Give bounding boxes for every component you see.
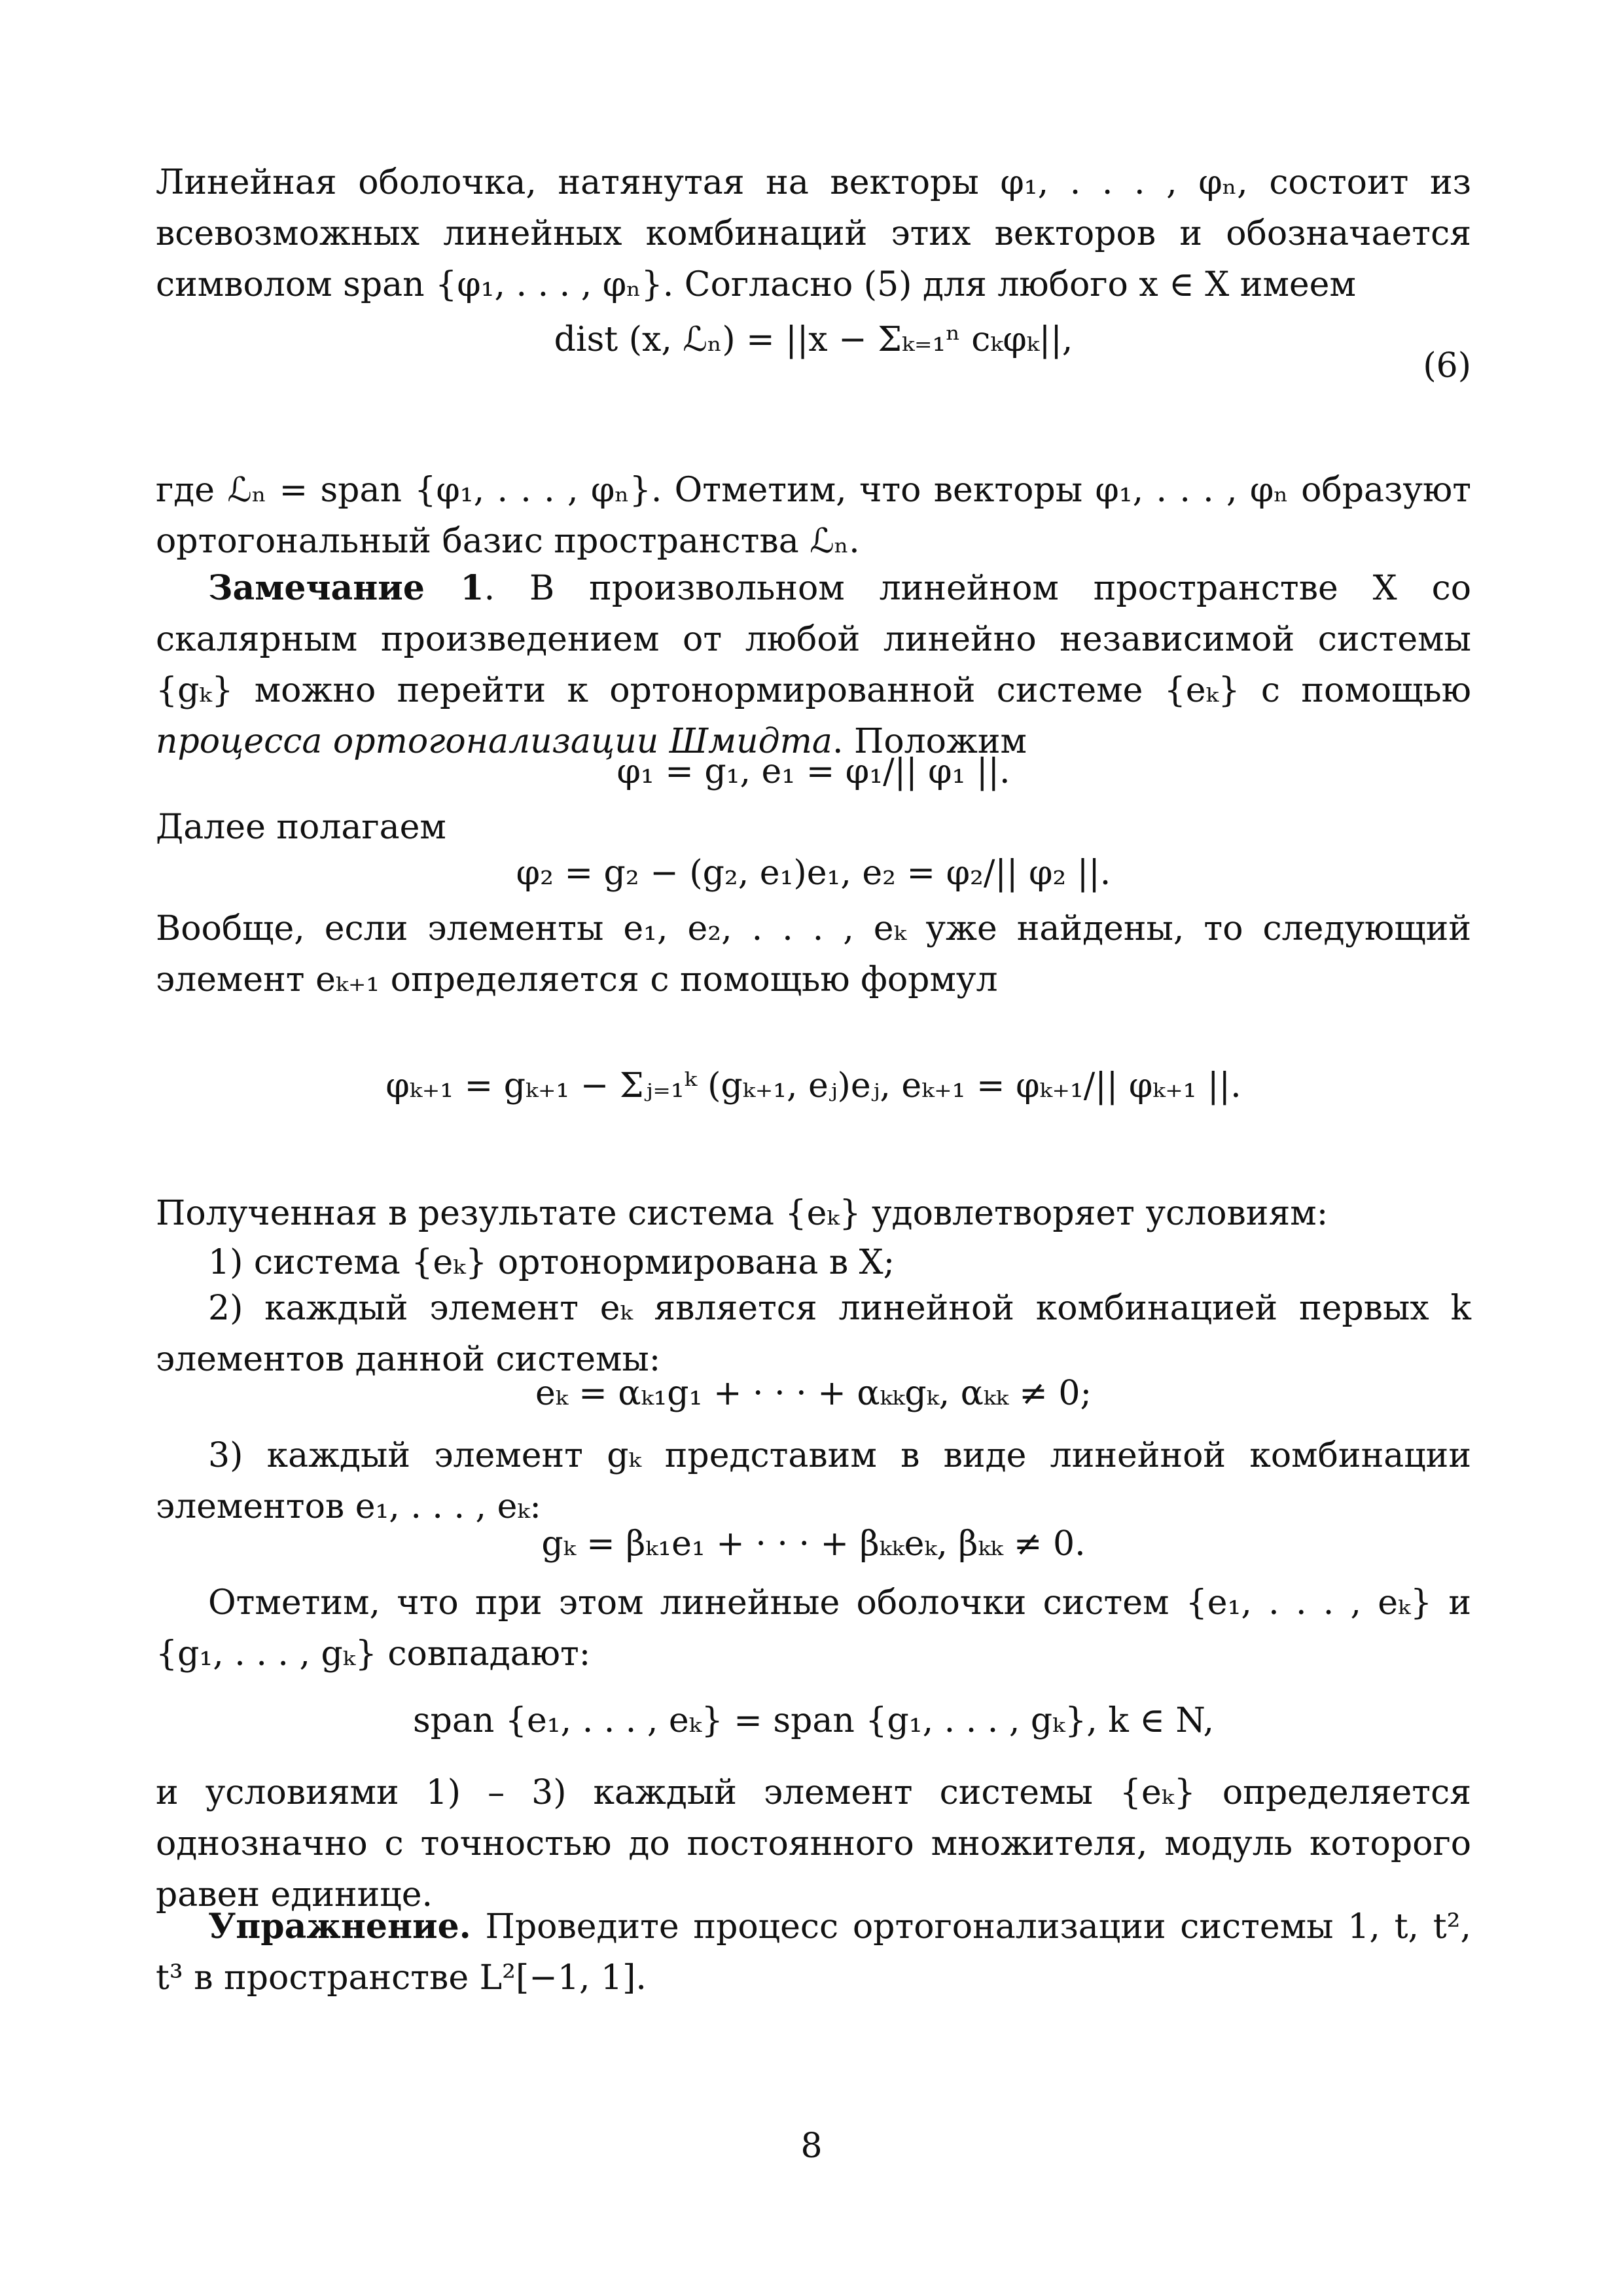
equation-ek: eₖ = αₖ₁g₁ + · · · + αₖₖgₖ, αₖₖ ≠ 0;: [535, 1374, 1092, 1413]
paragraph-next: Далее полагаем: [156, 808, 446, 847]
equation-span: span {e₁, . . . , eₖ} = span {g₁, . . . , gₖ}, k ∈ N,: [412, 1701, 1215, 1740]
equation-6-label: (6): [1423, 346, 1471, 386]
exercise-body: Проведите процесс ортогонализации системы 1, t, t², t³ в пространстве L²[−1, 1].: [156, 1907, 1471, 1998]
remark-tail: . Положим: [832, 722, 1027, 761]
equation-6: dist (x, ℒₙ) = ||x − Σₖ₌₁ⁿ cₖφₖ||,: [554, 320, 1073, 359]
remark-body: . В произвольном линейном пространстве X со скалярным произведением от любой линейно независимой системы {gₖ} можно перейти к ортонормированной системе {eₖ} с помощью: [156, 569, 1472, 710]
paragraph-general: Вообще, если элементы e₁, e₂, . . . , eₖ уже найдены, то следующий элемент eₖ₊₁ определяется с помощью формул: [156, 909, 1471, 999]
condition-2: 2) каждый элемент eₖ является линейной комбинацией первых k элементов данной системы:: [156, 1289, 1471, 1379]
paragraph-conditions: Полученная в результате система {eₖ} удовлетворяет условиям:: [156, 1194, 1329, 1233]
remark-title: Замечание 1: [208, 568, 484, 608]
page-number: 8: [800, 2126, 823, 2166]
condition-1: 1) система {eₖ} ортонормирована в X;: [208, 1243, 895, 1282]
equation-phi-2: φ₂ = g₂ − (g₂, e₁)e₁, e₂ = φ₂/|| φ₂ ||.: [516, 853, 1111, 893]
equation-gk: gₖ = βₖ₁e₁ + · · · + βₖₖeₖ, βₖₖ ≠ 0.: [541, 1524, 1086, 1564]
paragraph-orthogonal-basis: где ℒₙ = span {φ₁, . . . , φₙ}. Отметим, что векторы φ₁, . . . , φₙ образуют ортогональный базис пространства ℒₙ.: [156, 471, 1471, 561]
equation-phi-1: φ₁ = g₁, e₁ = φ₁/|| φ₁ ||.: [616, 752, 1010, 791]
paragraph-linear-span: Линейная оболочка, натянутая на векторы φ₁, . . . , φₙ, состоит из всевозможных линейных комбинаций этих векторов и обозначается символом span {φ₁, . . . , φₙ}. Согласно (5) для любого x ∈ X имеем: [156, 163, 1471, 304]
paragraph-remark-1: [156, 563, 1471, 767]
remark-emphasis: процесса ортогонализации Шмидта: [156, 722, 832, 761]
paragraph-uniqueness: и условиями 1) – 3) каждый элемент системы {eₖ} определяется однозначно с точностью до постоянного множителя, модуль которого равен единице.: [156, 1773, 1471, 1914]
exercise-title: Упражнение.: [208, 1907, 471, 1946]
paragraph-exercise: [156, 1901, 1471, 2003]
paragraph-spans-coincide: Отметим, что при этом линейные оболочки систем {e₁, . . . , eₖ} и {g₁, . . . , gₖ} совпадают:: [156, 1583, 1471, 1674]
condition-3: 3) каждый элемент gₖ представим в виде линейной комбинации элементов e₁, . . . , eₖ:: [156, 1436, 1471, 1526]
equation-phi-k: φₖ₊₁ = gₖ₊₁ − Σⱼ₌₁ᵏ (gₖ₊₁, eⱼ)eⱼ, eₖ₊₁ = φₖ₊₁/|| φₖ₊₁ ||.: [385, 1066, 1241, 1105]
